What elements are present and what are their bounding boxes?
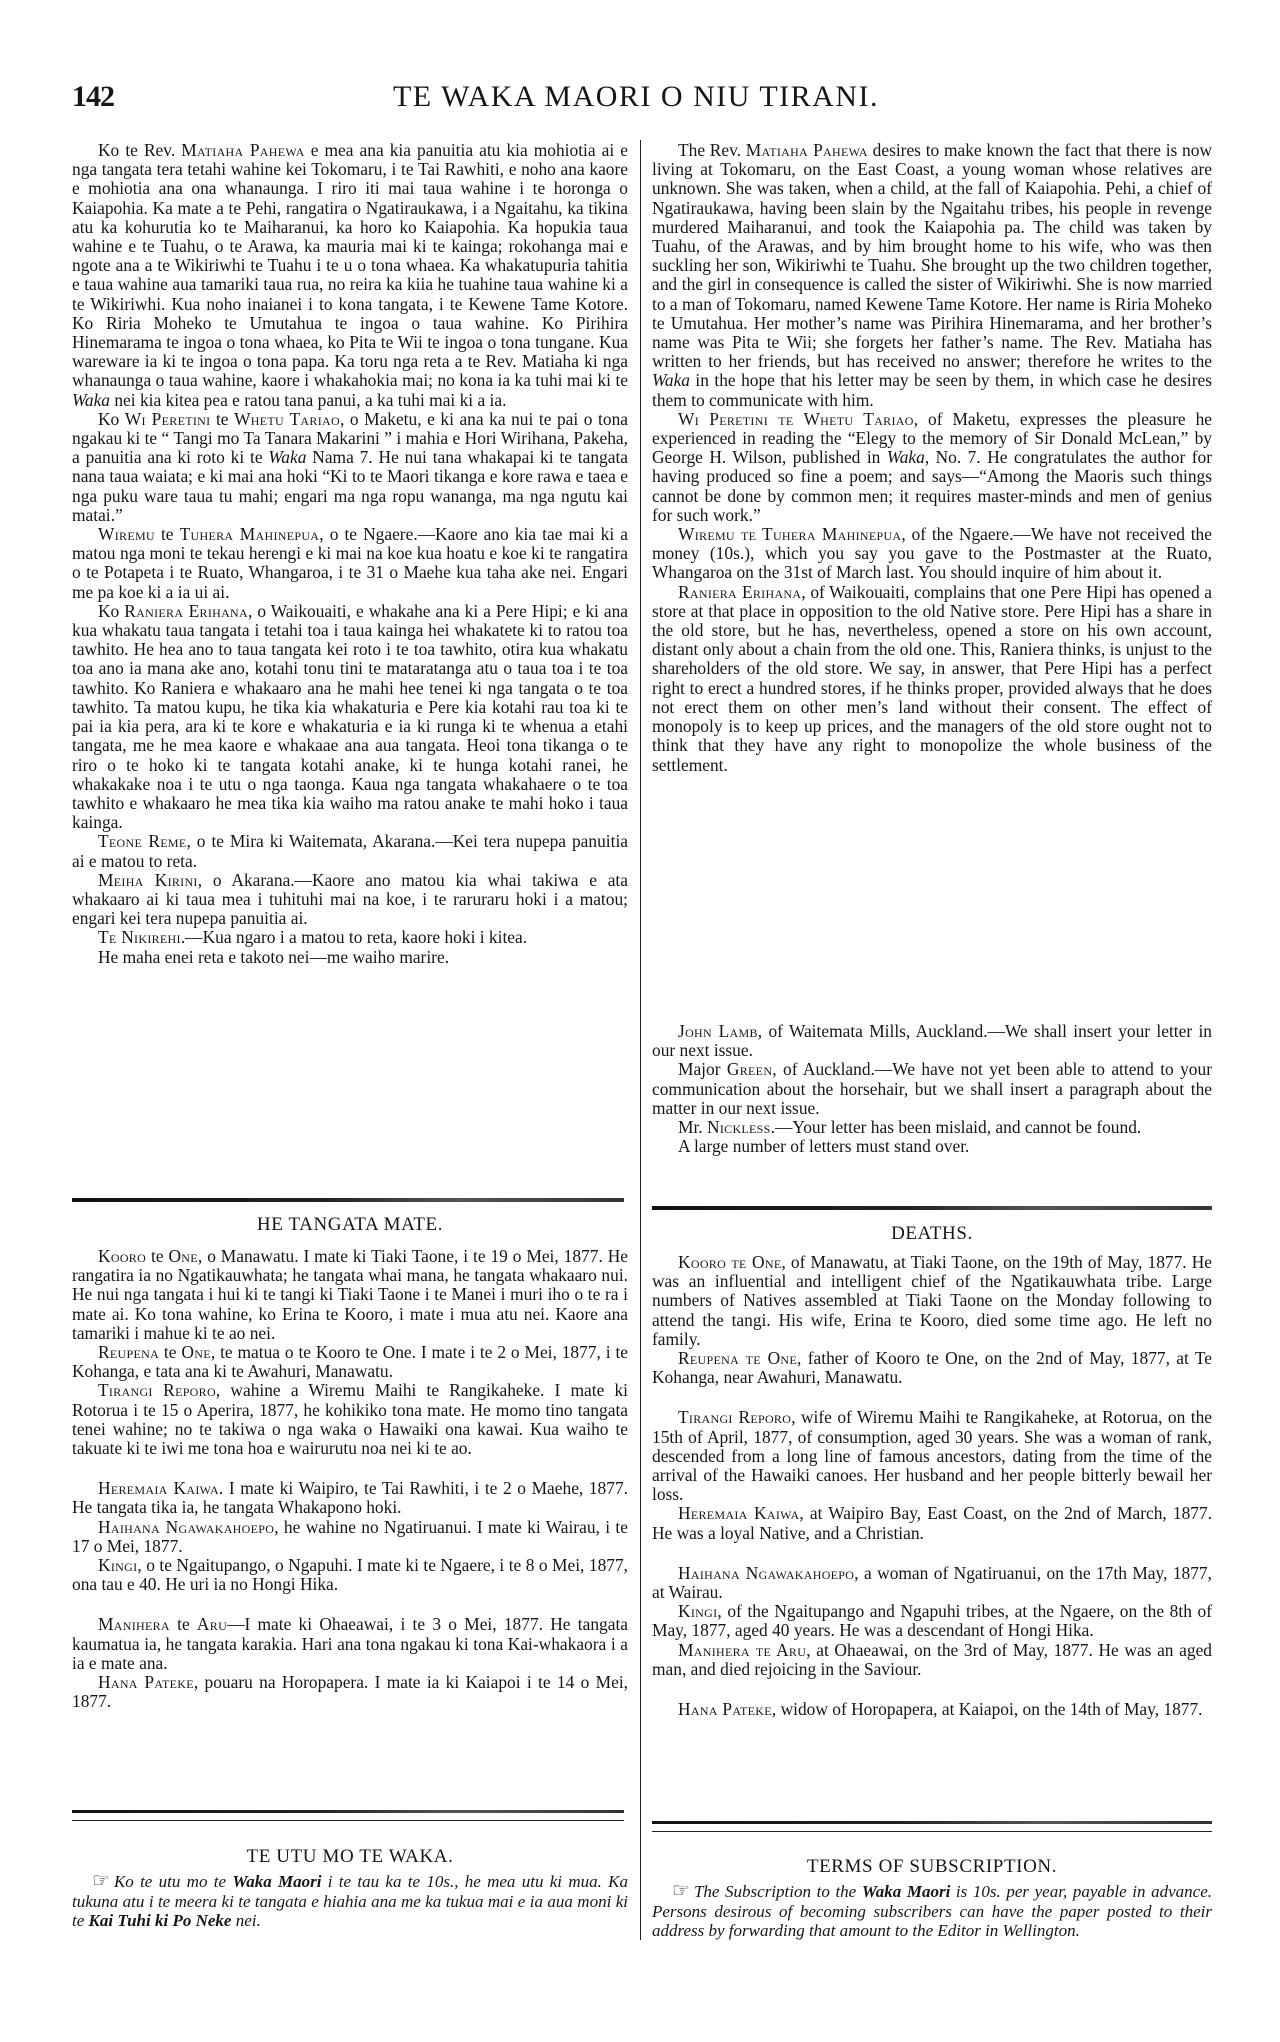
text-segment: , o Akarana.—Kaore ano matou kia whai takiwa e ata whakaaro ai ki taua mea i tuhituhi mai na koe, i te raruraru hoki i a matou; engari kei tera nupepa panuitia ai.	[72, 869, 628, 929]
paragraph	[72, 1673, 628, 1711]
double-rule-thin	[72, 1820, 624, 1821]
paragraph	[652, 141, 1212, 410]
text-segment: He maha enei reta e takoto nei—me waiho marire.	[98, 946, 450, 967]
person-name: Manihera	[98, 1614, 170, 1635]
newspaper-title: TE WAKA MAORI O NIU TIRANI.	[392, 80, 880, 113]
text-segment: , of Manawatu, at Tiaki Taone, on the 19th of May, 1877. He was an influential and intelligent chief of the Ngatikauwhata tribe. Large numbers of Natives assembled at Tiaki Taone on the Monday following to attend the tangi. His wife, Erina te Kooro, died some time ago. He left no family.	[652, 1252, 1212, 1349]
person-name: Heremaia Kaiwa	[98, 1478, 219, 1499]
person-name: Heremaia Kaiwa	[678, 1503, 800, 1524]
text-segment: i te tau ka te 10s., he mea utu ki mua. Ka tukuna atu i te meera ki te tangata e hiahia ana me ka tukua mai e ia aua moni ki te	[72, 1872, 628, 1930]
paragraph	[72, 410, 628, 525]
text-segment: , o te Ngaere.—Kaore ano kia tae mai ki a matou nga moni te tekau herengi e ki mai na koe kua hoatu e koe ki te rangatira o te Potapeta i te Ruato, Whangaroa, i te 31 o Maehe kua taha ake nei. Engari me pa koe ki a ia ui ai.	[72, 524, 629, 602]
person-name: Reupena	[98, 1342, 160, 1363]
maori-death-notices	[72, 1247, 628, 1711]
paragraph	[652, 1564, 1212, 1602]
person-name: Hana Pateke	[98, 1672, 194, 1693]
text-segment: is 10s. per year, payable in advance. Persons desirous of becoming subscribers can have the paper posted to their address by forwarding that amount to the Editor in Wellington.	[652, 1882, 1212, 1940]
text-segment: Ko	[98, 600, 125, 621]
text-segment: , of Auckland.—We have not yet been able to attend to your communication about the horsehair, but we shall insert a paragraph about the matter in our next issue.	[652, 1059, 1212, 1118]
paragraph	[652, 525, 1212, 583]
text-segment: te	[169, 1614, 197, 1635]
paragraph	[652, 410, 1212, 525]
pointing-hand-icon: ☞	[672, 1880, 690, 1902]
english-correspondence	[652, 141, 1212, 775]
paragraph	[72, 1343, 628, 1381]
paragraph	[652, 1504, 1212, 1542]
person-name: Aru	[196, 1614, 228, 1635]
person-name: Wiremu te Tuhera Mahinepua	[678, 524, 902, 545]
text-segment: , of the Ngaere.—We have not received the money (10s.), which you say you gave to the Postmaster at the Ruato, Whangaroa on the 31st of March last. You should inquire of him about it.	[652, 524, 1212, 583]
person-name: Tuhera Mahinepua	[179, 524, 320, 545]
paragraph	[652, 1882, 1212, 1941]
text-segment: , of the Ngaitupango and Ngapuhi tribes, at the Ngaere, on the 8th of May, 1877, aged 40 years. He was a descendant of Hongi Hika.	[652, 1601, 1212, 1641]
text-segment: nei.	[231, 1911, 261, 1930]
person-name: Matiaha Pahewa	[745, 140, 868, 160]
text-segment: , wife of Wiremu Maihi te Rangikaheke, at Rotorua, on the 15th of April, 1877, of consumption, aged 30 years. She was a woman of rank, descended from a long line of famous ancestors, dating from the time of the arrival of the Hawaiki canoes. Her husband and her people bitterly bewail her loss.	[652, 1407, 1213, 1505]
text-segment: Waka	[72, 389, 110, 410]
paragraph	[72, 1556, 628, 1594]
paragraph	[72, 1518, 628, 1556]
person-name: Haihana Ngawakahoepo	[678, 1562, 855, 1583]
person-name: Meiha Kirini	[98, 869, 198, 890]
text-segment: The Subscription to the	[693, 1882, 862, 1901]
paragraph	[72, 1872, 628, 1931]
text-segment: , of Waitemata Mills, Auckland.—We shall insert your letter in our next issue.	[652, 1021, 1212, 1061]
paragraph	[652, 1602, 1212, 1640]
paragraph	[72, 1247, 628, 1343]
paragraph	[652, 1060, 1212, 1118]
person-name: Kooro te One	[678, 1252, 782, 1272]
text-segment: nei kia kitea pea e ratou tana panui, a ka tuhi mai ki a ia.	[110, 389, 507, 410]
paragraph-group	[72, 1479, 628, 1594]
text-segment: , o Maketu, e ki ana ka nui te pai o tona ngakau ki te “ Tangi mo Ta Tanara Makarini ” i mahia e Hori Wirihana, Pakeha, a panuitia ana ki roto ki te	[72, 408, 628, 468]
person-name: Wi Peretini	[124, 408, 211, 429]
section-heading-te-utu: TE UTU MO TE WAKA.	[246, 1846, 454, 1867]
paragraph	[652, 1253, 1212, 1349]
person-name: Raniera Erihana	[124, 600, 248, 621]
text-segment: , No. 7. He congratulates the author for having produced so fine a poem; and says—“Among the Maoris such things cannot be done by common men; it requires master-minds and men of genius for such work.”	[652, 447, 1212, 525]
paragraph-group	[652, 1700, 1212, 1719]
paragraph	[652, 1118, 1212, 1137]
text-segment: , widow of Horopapera, at Kaiapoi, on the 14th of May, 1877.	[771, 1699, 1203, 1720]
double-rule-thick	[72, 1810, 624, 1813]
maori-correspondence	[72, 141, 628, 967]
paragraph	[72, 871, 628, 929]
paragraph-group	[652, 1022, 1212, 1156]
section-heading-deaths: DEATHS.	[891, 1223, 973, 1244]
section-rule	[72, 1198, 624, 1202]
text-segment: , of Waikouaiti, complains that one Pere Hipi has opened a store at that place in opposition to the old Native store. Pere Hipi has a share in the old store, but he has, nevertheless, opened a store on his own account, distant only about a chain from the old one. This, Raniera thinks, is unjust to the shareholders of the old store. We say, in answer, that Pere Hipi has a perfect right to erect a hundred stores, if he thinks proper, provided always that he does not erect them on other men’s land without their consent. The effect of monopoly is to keep up prices, and the managers of the old store ought not to think that they have any right to monopolize the whole business of the settlement.	[652, 581, 1213, 775]
text-segment: .—Kua ngaro i a matou to reta, kaore hoki i kitea.	[180, 927, 528, 948]
text-segment: , of Maketu, expresses the pleasure he experienced in reading the “Elegy to the memory of Sir Donald McLean,” by George H. Wilson, published in	[652, 408, 1212, 468]
paragraph	[652, 583, 1212, 775]
text-segment: te	[159, 1342, 182, 1363]
person-name: Kingi	[678, 1601, 718, 1622]
text-segment: Kai Tuhi ki Po Neke	[88, 1911, 232, 1930]
text-segment: Waka	[886, 447, 925, 468]
person-name: Manihera te Aru	[678, 1639, 807, 1660]
person-name: One	[181, 1342, 211, 1363]
text-segment: , a woman of Ngatiruanui, on the 17th May, 1877, at Wairau.	[652, 1562, 1212, 1603]
paragraph-group	[72, 1872, 628, 1931]
pointing-hand-icon: ☞	[92, 1870, 110, 1892]
text-segment: te	[146, 1246, 169, 1266]
section-heading-he-tangata-mate: HE TANGATA MATE.	[256, 1214, 444, 1235]
text-segment: , o te Mira ki Waitemata, Akarana.—Kei tera nupepa panuitia ai e matou to reta.	[72, 831, 628, 871]
text-segment: Waka	[652, 370, 690, 391]
paragraph	[652, 1022, 1212, 1060]
person-name: Reupena te One	[678, 1348, 798, 1369]
person-name: Wi Peretini te Whetu Tariao	[678, 408, 914, 429]
paragraph	[72, 602, 628, 832]
answers-to-correspondents	[652, 1022, 1212, 1156]
text-segment: , pouaru na Horopapera. I mate ia ki Kaiapoi i te 14 o Mei, 1877.	[72, 1672, 628, 1712]
paragraph-group	[652, 141, 1212, 775]
english-death-notices	[652, 1253, 1212, 1719]
text-segment: Waka Maori	[861, 1882, 951, 1901]
paragraph-group	[652, 1882, 1212, 1941]
paragraph	[652, 1408, 1212, 1504]
paragraph	[72, 1615, 628, 1673]
paragraph-group	[72, 1615, 628, 1711]
text-segment: Ko	[98, 408, 125, 429]
english-subscription-notice	[652, 1882, 1212, 1941]
person-name: Raniera Erihana	[678, 581, 802, 602]
person-name: Green	[726, 1059, 773, 1080]
person-name: Teone Reme	[98, 831, 187, 852]
person-name: Matiaha Pahewa	[181, 140, 305, 160]
text-segment: , o te Ngaitupango, o Ngapuhi. I mate ki te Ngaere, i te 8 o Mei, 1877, ona tau e 40. He uri ia no Hongi Hika.	[72, 1555, 628, 1595]
text-segment: .—Your letter has been mislaid, and cannot be found.	[770, 1117, 1142, 1138]
person-name: Haihana Ngawakahoepo	[98, 1516, 275, 1537]
paragraph-group	[72, 1247, 628, 1458]
person-name: Te Nikirehi	[98, 927, 181, 948]
text-segment: , he wahine no Ngatiruanui. I mate ki Wairau, i te 17 o Mei, 1877.	[72, 1516, 628, 1556]
person-name: One	[168, 1246, 198, 1266]
text-segment: Waka Maori	[232, 1872, 322, 1891]
maori-subscription-notice	[72, 1872, 628, 1931]
person-name: Kooro	[98, 1246, 147, 1266]
paragraph-group	[72, 141, 628, 967]
text-segment: te	[154, 524, 180, 545]
text-segment: , wahine a Wiremu Maihi te Rangikaheke. I mate ki Rotorua i te 15 o Aperira, 1877, he kohikiko tona mate. He momo tino tangata tenei wahine; no te takiwa o nga waka o Hawaiki ona kawai. Kua waiho te takuate ki te iwi me tona hoa e wairurutu noa nei ki te ao.	[72, 1380, 628, 1459]
paragraph	[72, 141, 628, 410]
paragraph	[652, 1700, 1212, 1719]
text-segment: , at Waipiro Bay, East Coast, on the 2nd of March, 1877. He was a loyal Native, and a Christian.	[652, 1503, 1212, 1543]
text-segment: , o Manawatu. I mate ki Tiaki Taone, i te 19 o Mei, 1877. He rangatira ia no Ngatikauwhata; he tangata whai mana, he tangata whakaaro nui. He nui nga tangata i hui ki te tangi ki Tiaki Taone i te Manei i muri iho o te ra i mate ai. Ko tona wahine, ko Erina te Kooro, i mate i mua atu nei. Kaore ana tamariki i mahue ki te ao nei.	[72, 1246, 628, 1343]
text-segment: , father of Kooro te One, on the 2nd of May, 1877, at Te Kohanga, near Awahuri, Manawatu.	[652, 1348, 1212, 1388]
person-name: John Lamb	[678, 1021, 758, 1041]
paragraph	[652, 1137, 1212, 1156]
text-segment: Mr.	[678, 1117, 707, 1138]
paragraph	[652, 1349, 1212, 1387]
text-segment: , o Waikouaiti, e whakahe ana ki a Pere Hipi; e ki ana kua whakatu taua tangata i tetahi toa i taua kainga hei whakatete ki to ratou toa tawhito. He hea ano to taua tangata kei roto i te toa tawhito, otira kua whakatu toa ano ia mana ake ano, kotahi tonu tini te mataratanga atu o taua toa i te toa tawhito. Ko Raniera e whakaaro ana he mahi hee tenei ki nga tangata o te toa tawhito. Ta matou kupu, he tika kia whakaturia e Pere kia kotahi rau toa ki te pai ia kia pera, ara ki te kore e whakaturia e ia ki runga ki te whenua a etahi tangata, me he mea kaore e whakaae ana aua tangata. Heoi tona tikanga o te riro o te hoko ki te tangata kotahi anake, ki te hunga kotahi ranei, he whakakake noa i te utu o nga taonga. Kaua nga tangata whakahaere o te toa tawhito e whakaaro he mea tika kia waiho ma ratou anake te mahi hoko i taua kainga.	[72, 600, 629, 833]
double-rule-thick	[652, 1821, 1212, 1824]
text-segment: Nama 7. He nui tana whakapai ki te tangata nana taua waiata; e ki mai ana hoki “Ki to te Maori tikanga e kore rawa e taea e nga puku ware taua tu mahi; engari ma nga ropu wananga, ma nga ngutu kai matai.”	[72, 447, 628, 525]
paragraph	[652, 1641, 1212, 1679]
double-rule-thin	[652, 1831, 1212, 1832]
text-segment: in the hope that his letter may be seen by them, in which case he desires them to communicate with him.	[652, 370, 1212, 410]
text-segment: , at Ohaeawai, on the 3rd of May, 1877. He was an aged man, and died rejoicing in the Saviour.	[652, 1639, 1212, 1679]
person-name: Tirangi Reporo	[98, 1380, 216, 1401]
column-divider	[640, 140, 641, 1940]
text-segment: A large number of letters must stand over.	[678, 1136, 970, 1157]
section-heading-terms: TERMS OF SUBSCRIPTION.	[806, 1856, 1058, 1877]
paragraph	[72, 832, 628, 870]
person-name: Hana Pateke	[678, 1699, 772, 1720]
person-name: Whetu Tariao	[234, 408, 340, 429]
person-name: Tirangi Reporo	[678, 1407, 792, 1428]
paragraph	[72, 948, 628, 967]
text-segment: , te matua o te Kooro te One. I mate i te 2 o Mei, 1877, i te Kohanga, e tata ana ki te Awahuri, Manawatu.	[72, 1342, 629, 1382]
text-segment: Ko te utu mo te	[113, 1872, 233, 1891]
person-name: Wiremu	[98, 524, 155, 545]
text-segment: . I mate ki Waipiro, te Tai Rawhiti, i te 2 o Maehe, 1877. He tangata tika ia, he tangata Whakapono hoki.	[72, 1478, 628, 1518]
paragraph	[72, 525, 628, 602]
paragraph-group	[652, 1253, 1212, 1387]
paragraph	[72, 1381, 628, 1458]
person-name: Kingi	[98, 1555, 138, 1576]
page-number: 142	[72, 80, 114, 113]
text-segment: Major	[678, 1059, 727, 1080]
section-rule	[652, 1206, 1212, 1210]
text-segment: desires to make known the fact that there is now living at Tokomaru, on the East Coast, a young woman whose relatives are unknown. She was taken, when a child, at the fall of Kaiapohia. Pehi, a chief of Ngatiraukawa, having been slain by the Ngaitahu tribes, his people in revenge murdered Maiharanui, and took the Kaiapohia pa. The child was taken by Tuahu, of the Arawas, and by him brought home to his wife, who was then suckling her son, Wikiriwhi te Tuahu. She brought up the two children together, and the girl in consequence is called the sister of Wikiriwhi. She is now married to a man of Tokomaru, named Kewene Tame Kotore. Her name is Riria Moheko te Umutahua. Her mother’s name was Pirihira Hinemarama, and her brother’s name was Pita te Wii; she forgets her father’s name. The Rev. Matiaha has written to her friends, but has received no answer; therefore he writes to the	[652, 140, 1213, 372]
text-segment: Waka	[268, 447, 307, 468]
text-segment: The Rev.	[678, 140, 746, 160]
text-segment: —I mate ki Ohaeawai, i te 3 o Mei, 1877. He tangata kaumatua ia, he tangata karakia. Hari ana tona ngakau ki tona Kai-whakaora i a ia e mate ana.	[72, 1614, 628, 1673]
paragraph	[72, 1479, 628, 1517]
paragraph-group	[652, 1564, 1212, 1679]
text-segment: Ko te Rev.	[98, 140, 182, 160]
person-name: Nickless	[707, 1117, 771, 1138]
paragraph	[72, 928, 628, 947]
text-segment: e mea ana kia panuitia atu kia mohiotia ai e nga tangata tera tetahi wahine kei Tokomaru, i te Tai Rawhiti, e noho ana kaore e mohiotia ana ona whanaunga. I riro iti mai taua wahine i te horonga o Kaiapohia. Ka mate a te Pehi, rangatira o Ngatiraukawa, i a Ngaitahu, ka tikina atu ka kohurutia ko te Maiharanui, ka horo ko Kaiapohia. Ka hopukia taua wahine e te Tuahu, o te Arawa, ka mauria mai ki te kainga; rokohanga mai e ngote ana a te Wikiriwhi te Tuahu i te u o tona whaea. Ka whakatupuria tahitia e taua wahine aua tamariki taua rua, no reira ka kiia he tuahine taua wahine ki a te Wikiriwhi. Kua noho inaianei i to kona tangata, i te Kewene Tame Kotore. Ko Riria Moheko te Umutahua te ingoa o taua wahine. Ko Pirihira Hinemarama te ingoa o tona whaea, ko Pita te Wii te ingoa o tona tungane. Kua wareware ia ki te ingoa o tona papa. Ka toru nga reta a te Rev. Matiaha ki nga whanaunga o taua wahine, kaore i whakahokia mai; no kona ia ka tuhi mai ki te	[72, 140, 628, 391]
text-segment: te	[210, 408, 235, 429]
paragraph-group	[652, 1408, 1212, 1542]
